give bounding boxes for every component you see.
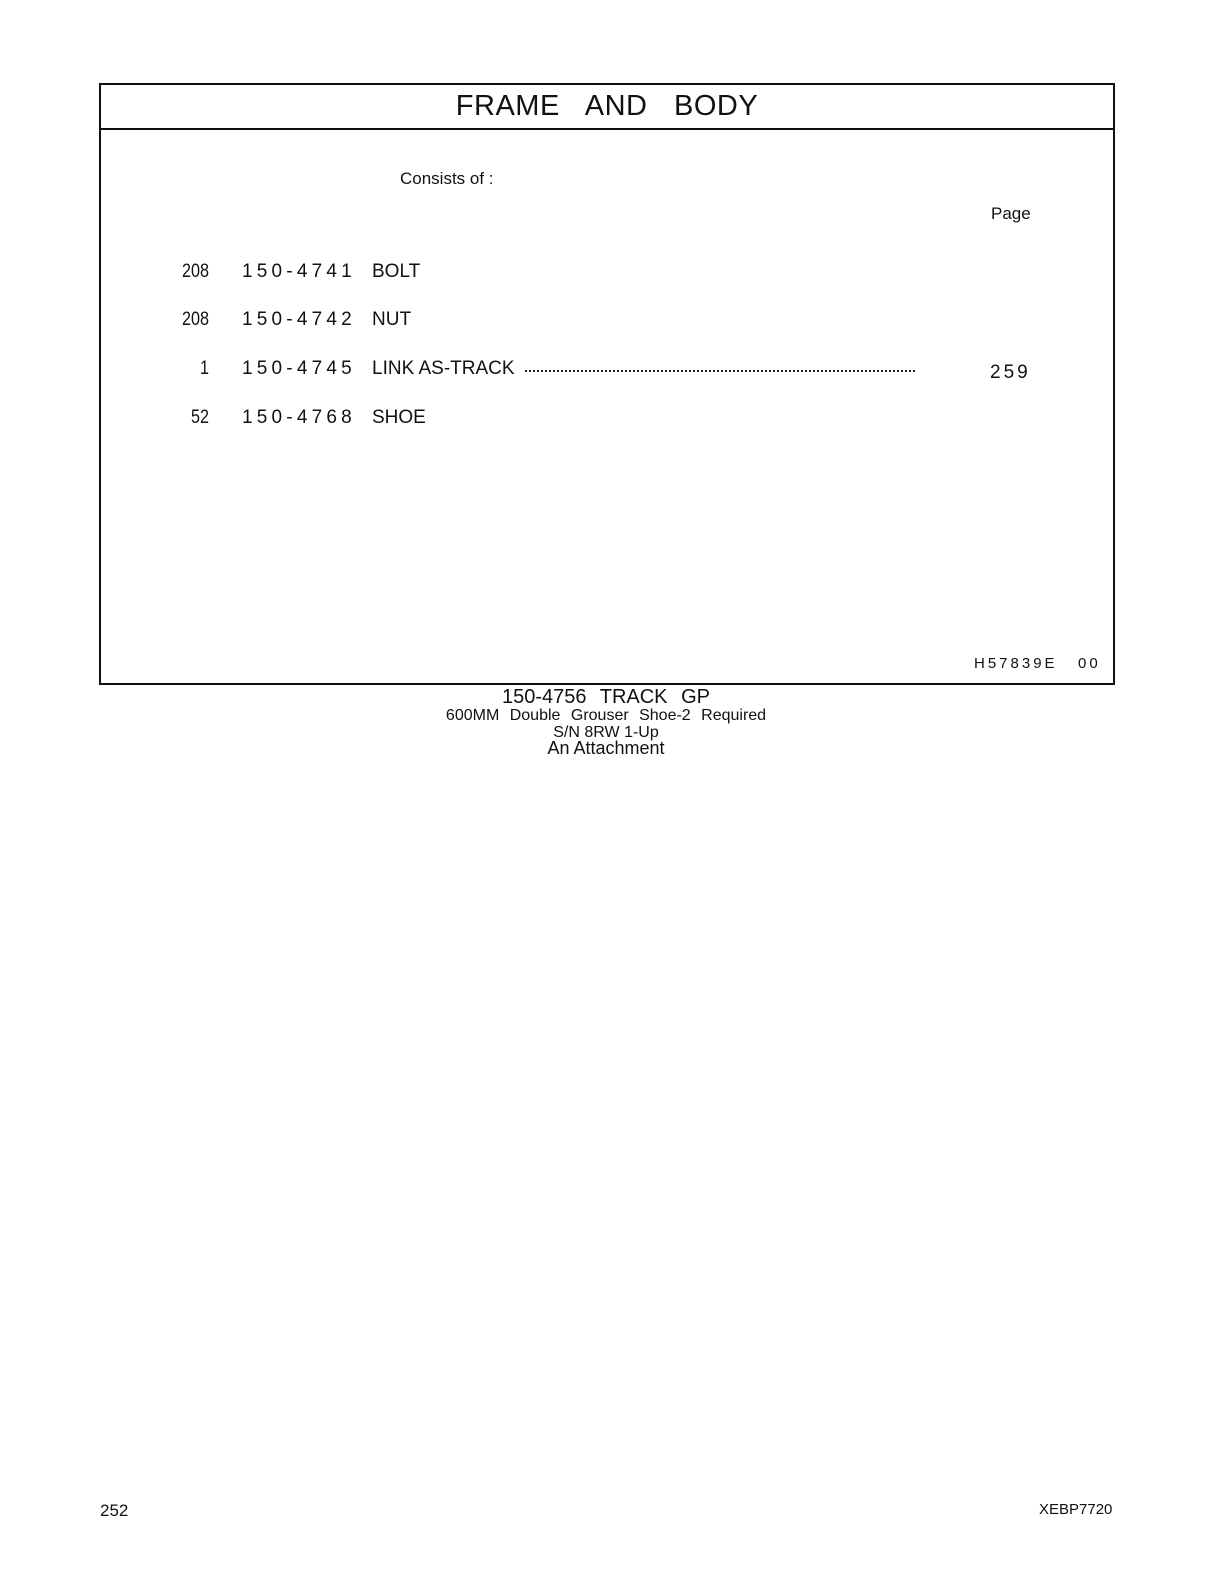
part-description: SHOE — [372, 407, 426, 428]
part-quantity: 208 — [182, 261, 209, 282]
part-description: NUT — [372, 309, 412, 330]
section-title: FRAME AND BODY — [455, 90, 759, 122]
document-id: XEBP7720 — [1039, 1501, 1113, 1518]
part-quantity: 52 — [191, 407, 209, 428]
page-number: 252 — [100, 1501, 129, 1520]
dot-leader — [525, 370, 915, 372]
part-description: BOLT — [372, 261, 421, 282]
part-number: 150-4768 — [242, 407, 356, 428]
part-row — [101, 309, 1113, 335]
illustration-revision: 00 — [1078, 655, 1101, 672]
caption-serial: S/N 8RW 1-Up — [553, 724, 659, 741]
part-row — [101, 261, 1113, 287]
part-description: LINK AS-TRACK — [372, 358, 515, 379]
part-number: 150-4741 — [242, 261, 356, 282]
part-number: 150-4745 — [242, 358, 356, 379]
page-column-label: Page — [991, 204, 1031, 223]
part-row — [101, 358, 1113, 384]
part-number: 150-4742 — [242, 309, 356, 330]
caption-title: 150-4756 TRACK GP — [502, 686, 710, 708]
consists-of-label: Consists of : — [400, 169, 494, 188]
part-quantity: 1 — [200, 358, 209, 379]
parts-frame — [99, 83, 1115, 685]
caption-attachment-note: An Attachment — [547, 738, 665, 758]
illustration-reference: H57839E — [974, 655, 1058, 672]
caption-description: 600MM Double Grouser Shoe-2 Required — [445, 707, 767, 724]
part-quantity: 208 — [182, 309, 209, 330]
part-page-ref: 259 — [990, 362, 1031, 383]
section-title-bar — [101, 85, 1113, 130]
part-row — [101, 407, 1113, 433]
